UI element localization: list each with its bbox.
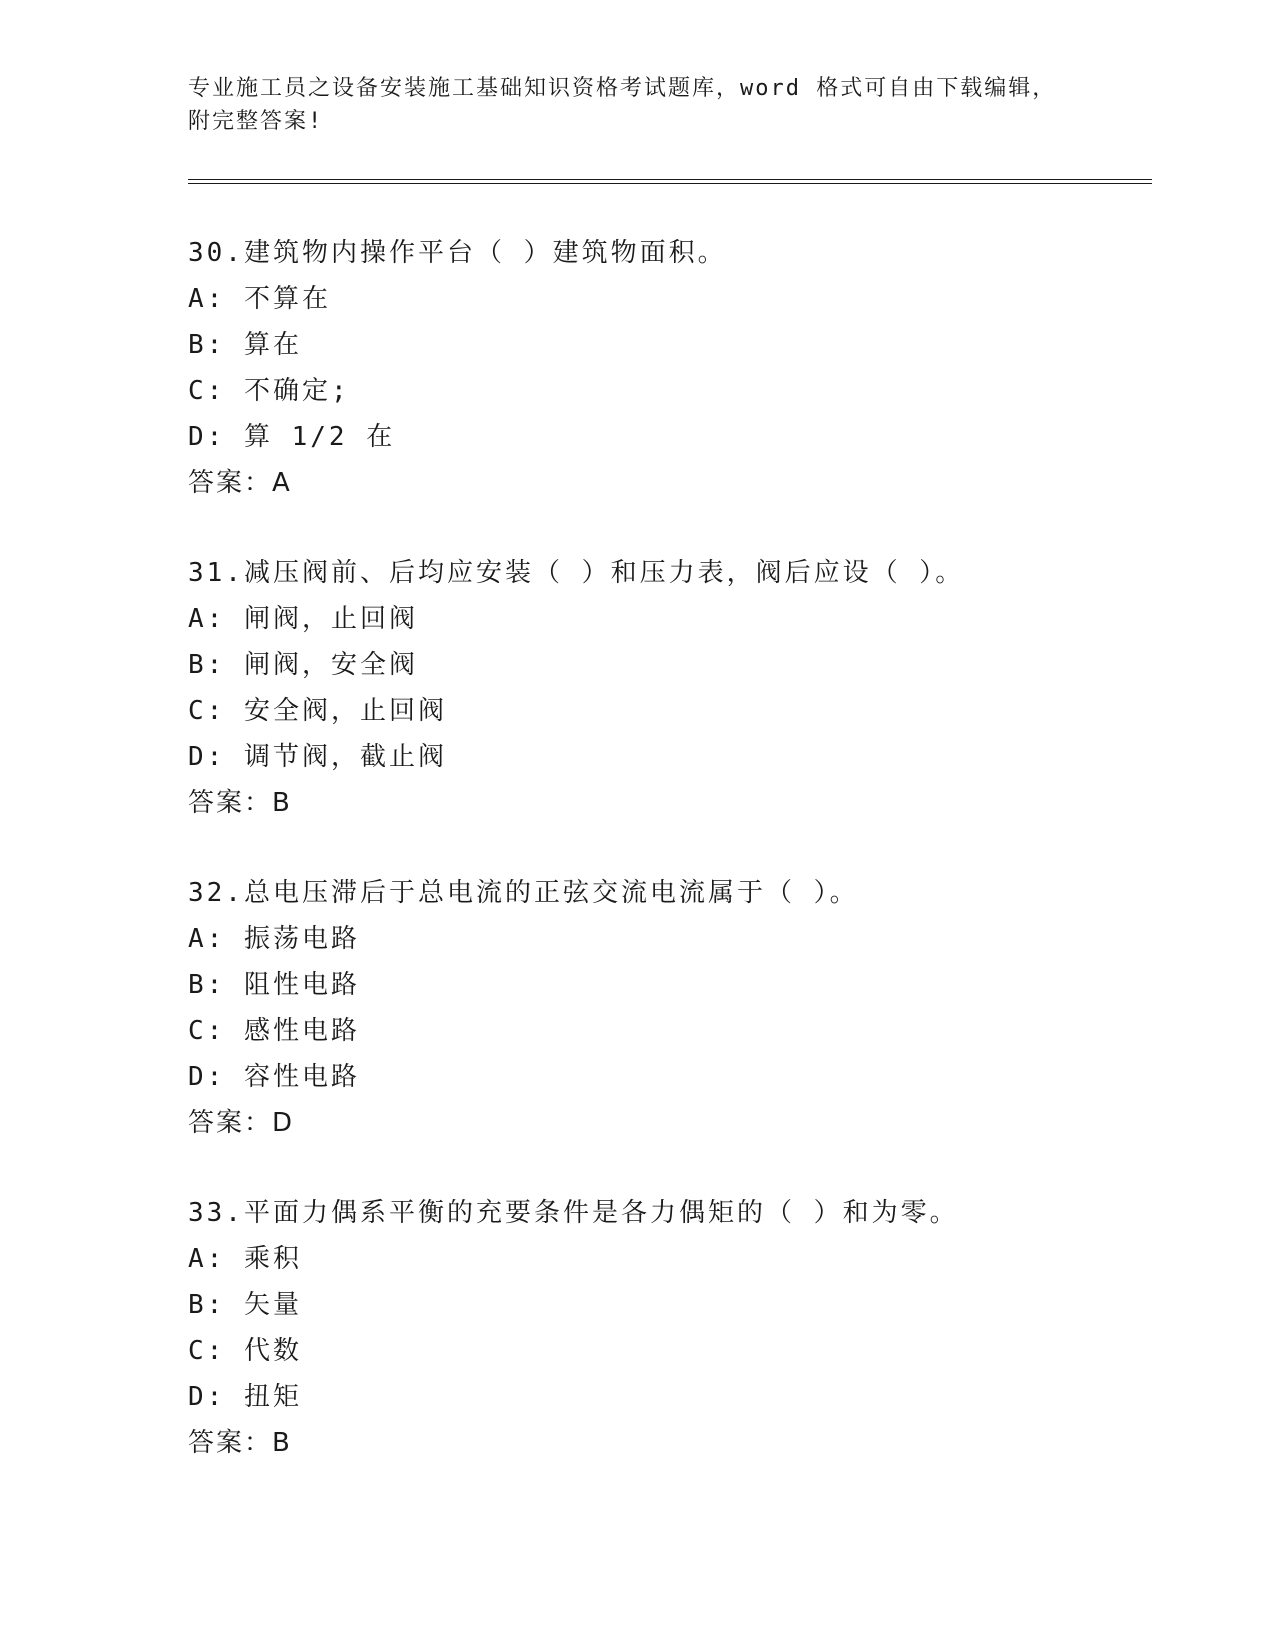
- answer-value: B: [272, 1428, 292, 1458]
- option-c: C: 代数: [188, 1336, 302, 1366]
- option-b: B: 阻性电路: [188, 970, 360, 1000]
- header-line-1: 专业施工员之设备安装施工基础知识资格考试题库，word 格式可自由下载编辑，: [188, 76, 1057, 101]
- question-31: [188, 550, 1148, 870]
- question-list: [188, 230, 1148, 1510]
- option-a: A: 乘积: [188, 1244, 302, 1274]
- header-line-2: 附完整答案!: [188, 109, 324, 134]
- option-b: B: 算在: [188, 330, 302, 360]
- answer-label: 答案：: [188, 1428, 273, 1458]
- option-d: D: 调节阀，截止阀: [188, 742, 447, 772]
- option-c: C: 不确定;: [188, 376, 350, 406]
- question-title: 32.总电压滞后于总电流的正弦交流电流属于（ ）。: [188, 878, 859, 908]
- question-33: [188, 1190, 1148, 1510]
- answer-label: 答案：: [188, 788, 273, 818]
- question-title: 33.平面力偶系平衡的充要条件是各力偶矩的（ ）和为零。: [188, 1198, 959, 1228]
- option-d: D: 容性电路: [188, 1062, 360, 1092]
- question-title: 30.建筑物内操作平台（ ）建筑物面积。: [188, 238, 727, 268]
- option-a: A: 不算在: [188, 284, 331, 314]
- answer-value: B: [272, 788, 292, 818]
- option-a: A: 振荡电路: [188, 924, 360, 954]
- option-c: C: 感性电路: [188, 1016, 360, 1046]
- answer-label: 答案：: [188, 1108, 273, 1138]
- option-d: D: 扭矩: [188, 1382, 302, 1412]
- document-header: [188, 72, 1088, 138]
- answer-value: A: [272, 468, 292, 498]
- question-32: [188, 870, 1148, 1190]
- option-d: D: 算 1/2 在: [188, 422, 396, 452]
- option-b: B: 矢量: [188, 1290, 302, 1320]
- answer-line: [188, 460, 1148, 506]
- option-c: C: 安全阀，止回阀: [188, 696, 447, 726]
- answer-line: [188, 780, 1148, 826]
- option-b: B: 闸阀，安全阀: [188, 650, 418, 680]
- answer-line: [188, 1100, 1148, 1146]
- question-30: [188, 230, 1148, 550]
- header-divider: [188, 179, 1152, 184]
- question-title: 31.减压阀前、后均应安装（ ）和压力表，阀后应设（ ）。: [188, 558, 965, 588]
- answer-value: D: [272, 1108, 295, 1138]
- answer-label: 答案：: [188, 468, 273, 498]
- answer-line: [188, 1420, 1148, 1466]
- option-a: A: 闸阀，止回阀: [188, 604, 418, 634]
